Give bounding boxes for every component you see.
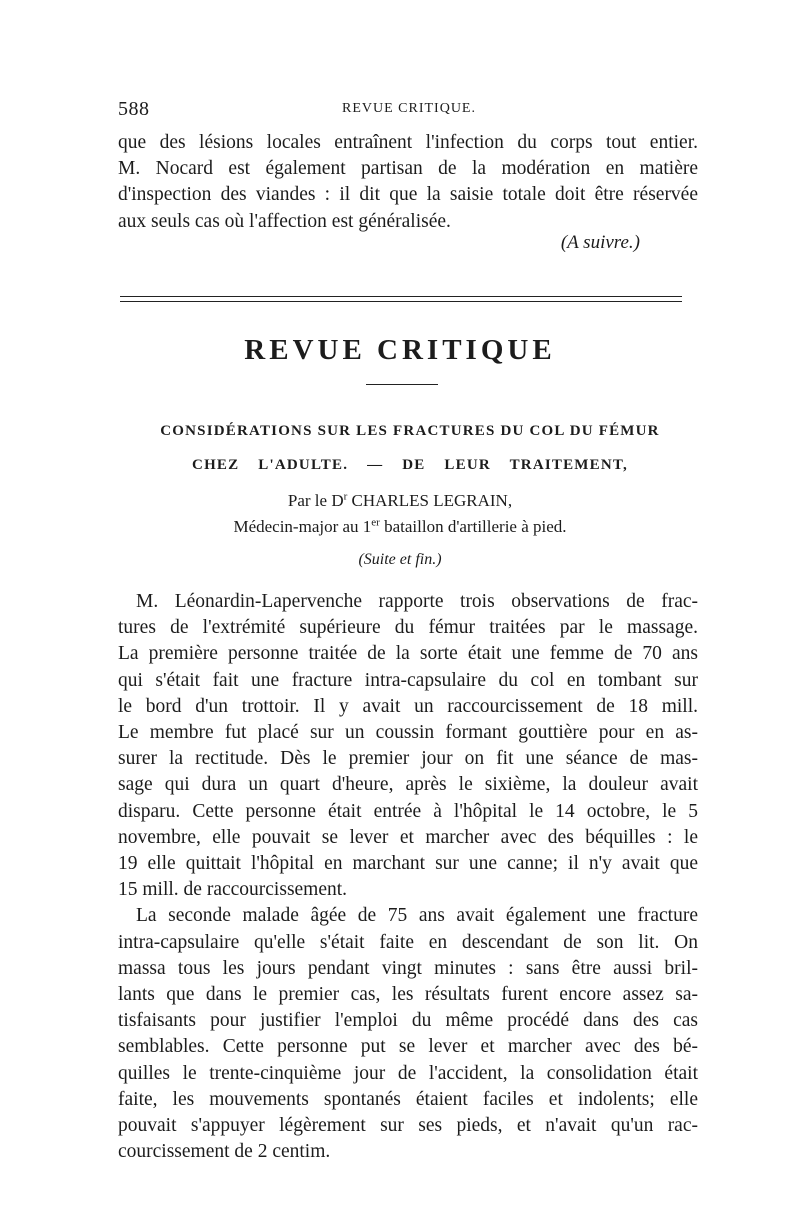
text-line: massa tous les jours pendant vingt minutes : sans être aussi bril- — [118, 957, 698, 979]
text-line: novembre, elle pouvait se lever et marcher avec des béquilles : le — [118, 826, 698, 848]
text-line: qui s'était fait une fracture intra-capsulaire du col en tombant sur — [118, 669, 698, 691]
text-line: lants que dans le premier cas, les résultats furent encore assez sa- — [118, 984, 698, 1006]
text-line: 15 mill. de raccourcissement. — [118, 879, 348, 901]
text-line: 19 elle quittait l'hôpital en marchant sur une canne; il n'y avait que — [118, 853, 698, 875]
section-divider — [120, 296, 682, 302]
paragraph-2 — [118, 903, 698, 1165]
text-line: pouvait s'appuyer légèrement sur ses pieds, et n'avait qu'un rac- — [118, 1115, 698, 1137]
text-line: tures de l'extrémité supérieure du fémur traitées par le massage. — [118, 617, 698, 639]
running-title: REVUE CRITIQUE. — [342, 101, 476, 116]
text-line: aux seuls cas où l'affection est généralisée. — [118, 210, 451, 232]
text-line: La seconde malade âgée de 75 ans avait également une fracture — [136, 905, 698, 927]
affiliation-sup: er — [371, 516, 380, 529]
paragraph-1 — [118, 589, 698, 903]
affiliation-rest: bataillon d'artillerie à pied. — [379, 517, 567, 536]
to-be-continued: (A suivre.) — [560, 232, 640, 253]
article-title-line-1: CONSIDÉRATIONS SUR LES FRACTURES DU COL DU FÉMUR — [160, 423, 660, 439]
continuation-note: (Suite et fin.) — [358, 551, 442, 568]
text-line: le bord d'un trottoir. Il y avait un raccourcissement de 18 mill. — [118, 695, 698, 717]
section-title: REVUE CRITIQUE — [244, 334, 556, 366]
text-line: que des lésions locales entraînent l'infection du corps tout entier. — [118, 132, 698, 153]
title-rule — [366, 384, 438, 385]
text-line: disparu. Cette personne était entrée à l'hôpital le 14 octobre, le 5 — [118, 800, 698, 822]
affiliation-prefix: Médecin-major au 1 — [233, 517, 372, 536]
article-body — [118, 589, 698, 1165]
text-line: semblables. Cette personne put se lever et marcher avec des bé- — [118, 1036, 698, 1058]
text-line: d'inspection des viandes : il dit que la saisie totale doit être réservée — [118, 184, 698, 206]
author-name: CHARLES LEGRAIN, — [347, 491, 513, 510]
text-line: faite, les mouvements spontanés étaient faciles et indolents; elle — [118, 1088, 698, 1110]
text-line: sage qui dura un quart d'heure, après le sixième, la douleur avait — [118, 774, 698, 796]
text-line: quilles le trente-cinquième jour de l'accident, la consolidation était — [118, 1062, 698, 1084]
text-line: surer la rectitude. Dès le premier jour on fit une séance de mas- — [118, 748, 698, 770]
text-line: tisfaisants pour justifier l'emploi du même procédé dans des cas — [118, 1010, 698, 1032]
author-prefix-sup: r — [343, 490, 348, 503]
text-line: M. Nocard est également partisan de la modération en matière — [118, 158, 698, 180]
text-line: intra-capsulaire qu'elle s'était faite en descendant de son lit. On — [118, 931, 698, 953]
text-line: courcissement de 2 centim. — [118, 1141, 331, 1163]
running-head — [118, 98, 700, 124]
text-line: Le membre fut placé sur un coussin formant gouttière pour en as- — [118, 722, 698, 744]
author-prefix: Par le D — [287, 491, 344, 510]
article-title-line-2: CHEZ L'ADULTE. — DE LEUR TRAITEMENT, — [192, 457, 628, 473]
previous-article-ending — [118, 130, 698, 235]
author-affiliation — [0, 517, 800, 537]
page-number: 588 — [118, 98, 150, 120]
author-line — [0, 491, 800, 511]
text-line: M. Léonardin-Lapervenche rapporte trois observations de frac- — [136, 591, 698, 612]
text-line: La première personne traitée de la sorte était une femme de 70 ans — [118, 643, 698, 665]
